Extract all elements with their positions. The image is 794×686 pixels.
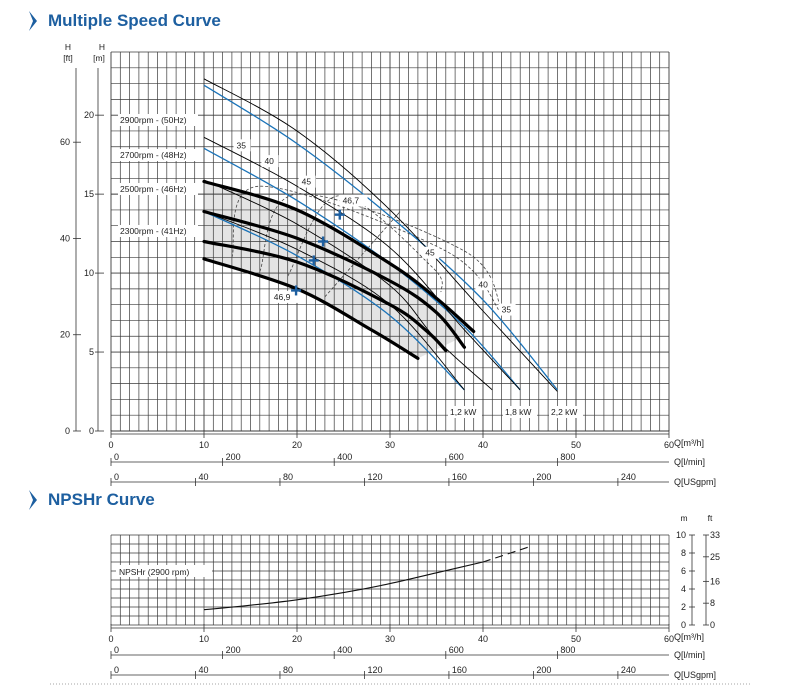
efficiency-label: 40 (264, 156, 274, 167)
y-axis-ft-tick-label: 40 (59, 233, 70, 244)
npshr-x-lpm-tick-label: 0 (114, 645, 120, 655)
speed-curve-label: 2300rpm - (41Hz) (120, 226, 187, 236)
speed-x-lpm-tick-label: 600 (448, 452, 464, 462)
speed-x-gpm-tick-label: 240 (620, 472, 636, 482)
speed-x-lpm-tick-label: 400 (337, 452, 353, 462)
npshr-y-axis-m-tick-label: 10 (675, 530, 686, 540)
speed-curve-label: 2900rpm - (50Hz) (120, 115, 187, 125)
speed-x-tick-label: 0 (108, 440, 114, 450)
speed-x-tick-label: 40 (477, 440, 489, 450)
speed-x-tick-label: 50 (570, 440, 582, 450)
npshr-x-lpm-tick-label: 800 (560, 645, 576, 655)
power-curve-label: 1,8 kW (505, 407, 532, 417)
npshr-x-tick-label: 0 (108, 634, 114, 644)
npshr-x-tick-label: 60 (663, 634, 675, 644)
efficiency-label: 35 (236, 140, 247, 151)
npshr-curve-label: NPSHr (2900 rpm) (119, 567, 190, 577)
npshr-y-axis-m-tick-label: 4 (680, 584, 686, 594)
speed-curve-title-arrow-shape (29, 11, 37, 31)
npshr-x-gpm-tick-label: 240 (620, 665, 636, 675)
npshr-title-arrow (29, 490, 37, 510)
npshr-title-arrow-shape (29, 490, 37, 510)
npshr-x-lpm-tick-label: 200 (225, 645, 241, 655)
npshr-y-axis-ft-tick-label: 16 (710, 576, 721, 587)
npshr-y-axis-ft-tick-label: 25 (710, 551, 721, 562)
speed-x-lpm-tick-label: 800 (560, 452, 576, 462)
y-axis-ft-tick-label: 20 (59, 329, 70, 340)
npshr-x-axis-gpm-label: Q[USgpm] (674, 670, 717, 680)
npshr-x-tick-label: 10 (198, 634, 210, 644)
npshr-x-axis-lpm-label: Q[l/min] (674, 650, 706, 660)
npshr-x-gpm-tick-label: 120 (367, 665, 383, 675)
speed-x-gpm-tick-label: 120 (367, 472, 383, 482)
efficiency-label: 45 (425, 247, 435, 258)
speed-x-gpm-tick-label: 40 (198, 472, 209, 482)
npshr-y-axis-ft-tick-label: 33 (710, 530, 721, 540)
npshr-y-axis-ft-tick-label: 0 (710, 620, 716, 630)
speed-x-lpm-tick-label: 200 (225, 452, 241, 462)
y-axis-m-tick-label: 20 (83, 110, 94, 121)
speed-x-axis-lpm-label: Q[l/min] (674, 457, 706, 467)
speed-curve-title-arrow (29, 11, 37, 31)
speed-x-tick-label: 60 (663, 440, 675, 450)
power-curve-label: 1,2 kW (450, 407, 477, 417)
npshr-x-tick-label: 30 (384, 634, 396, 644)
npshr-x-lpm-tick-label: 600 (448, 645, 464, 655)
y-axis-ft-tick-label: 60 (59, 137, 70, 148)
efficiency-label: 46,7 (342, 195, 360, 206)
efficiency-label: 35 (501, 304, 512, 315)
y-axis-ft-label: [ft] (63, 53, 73, 63)
speed-chart-grid (111, 52, 669, 431)
npshr-x-axis-label: Q[m³/h] (674, 632, 705, 642)
npshr-chart-grid (111, 535, 669, 625)
npshr-x-lpm-tick-label: 400 (337, 645, 353, 655)
efficiency-label: 45 (301, 176, 312, 187)
speed-x-lpm-tick-label: 0 (114, 452, 120, 462)
y-axis-m-tick-label: 0 (88, 426, 94, 436)
efficiency-label: 40 (478, 279, 488, 290)
y-axis-m-label: [m] (93, 53, 105, 63)
y-axis-ft-tick-label: 0 (64, 426, 70, 436)
npshr-y-axis-m-tick-label: 8 (680, 548, 686, 558)
npshr-x-gpm-tick-label: 0 (114, 665, 120, 675)
speed-x-tick-label: 20 (291, 440, 303, 450)
speed-x-axis-gpm-label: Q[USgpm] (674, 477, 717, 487)
efficiency-label: 46,9 (273, 291, 291, 302)
speed-x-gpm-tick-label: 200 (536, 472, 552, 482)
speed-curve-label: 2500rpm - (46Hz) (120, 184, 187, 194)
npshr-x-tick-label: 20 (291, 634, 303, 644)
speed-curve-label: 2700rpm - (48Hz) (120, 150, 187, 160)
y-axis-m-tick-label: 5 (88, 347, 94, 358)
npshr-x-tick-label: 50 (570, 634, 582, 644)
npshr-x-gpm-tick-label: 40 (198, 665, 209, 675)
npshr-x-gpm-tick-label: 80 (282, 665, 293, 675)
speed-curve-title: Multiple Speed Curve (48, 11, 221, 30)
speed-x-tick-label: 30 (384, 440, 396, 450)
npshr-x-tick-label: 40 (477, 634, 489, 644)
npshr-y-axis-m-tick-label: 0 (680, 620, 686, 630)
y-axis-m-tick-label: 10 (83, 268, 94, 279)
npshr-x-gpm-tick-label: 160 (451, 665, 467, 675)
speed-x-axis-label: Q[m³/h] (674, 438, 705, 448)
speed-x-gpm-tick-label: 0 (114, 472, 120, 482)
speed-x-gpm-tick-label: 160 (451, 472, 467, 482)
npshr-y-axis-ft-unit: ft (707, 513, 713, 523)
y-axis-m-unit: H (98, 42, 106, 52)
y-axis-m-tick-label: 15 (83, 189, 94, 200)
npshr-y-axis-m-tick-label: 6 (680, 566, 686, 576)
npshr-title: NPSHr Curve (48, 490, 155, 509)
npshr-y-axis-ft-tick-label: 8 (710, 598, 716, 609)
speed-x-gpm-tick-label: 80 (282, 472, 293, 482)
npshr-y-axis-m-unit: m (680, 513, 688, 523)
npshr-x-gpm-tick-label: 200 (536, 665, 552, 675)
y-axis-ft-unit: H (64, 42, 72, 52)
power-curve-label: 2,2 kW (551, 407, 578, 417)
npshr-curve-line (483, 547, 530, 562)
npshr-y-axis-m-tick-label: 2 (680, 602, 686, 612)
speed-x-tick-label: 10 (198, 440, 210, 450)
